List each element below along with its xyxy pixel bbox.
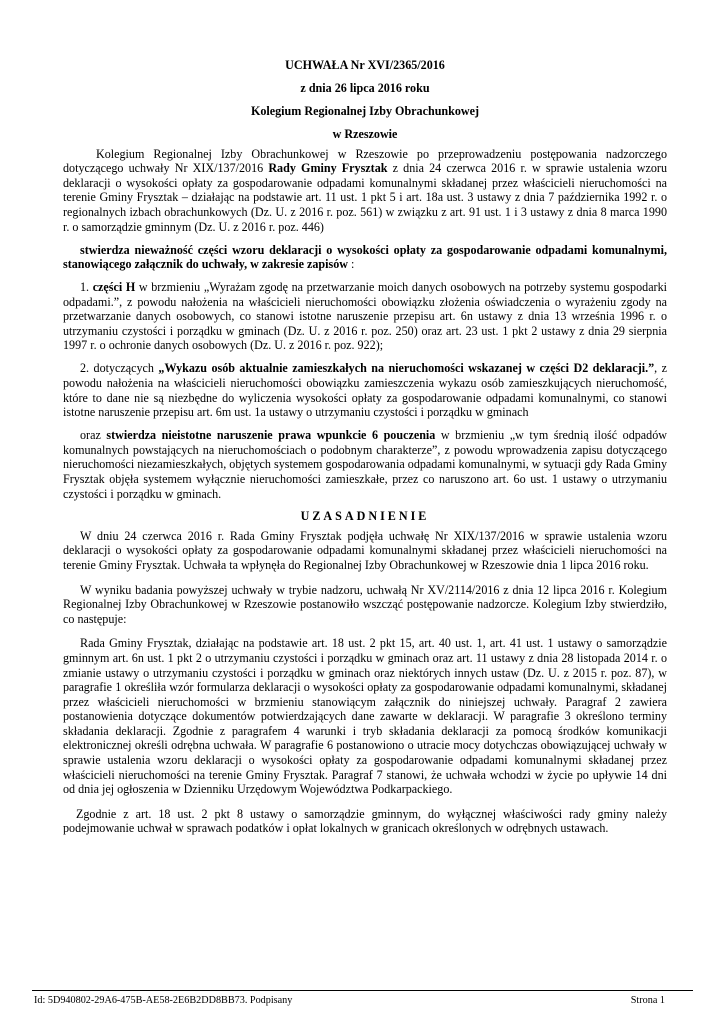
- justification-paragraph-4: Zgodnie z art. 18 ust. 2 pkt 8 ustawy o samorządzie gminnym, do wyłącznej właściwości rady gminy należy podejmowanie uchwał w sprawach podatków i opłat lokalnych w granicach określonych w odrębnych ustawach.: [63, 806, 667, 836]
- document-id: Id: 5D940802-29A6-475B-AE58-2E6B2DD8BB73. Podpisany: [34, 995, 293, 1006]
- resolution-date: z dnia 26 lipca 2016 roku: [300, 80, 430, 95]
- justification-heading: UZASADNIENIE: [300, 509, 430, 524]
- justification-paragraph-3: Rada Gminy Frysztak, działając na podstawie art. 18 ust. 2 pkt 15, art. 40 ust. 1, art. 41 ust. 1 ustawy o samorządzie gminnym art. 6n ust. 1 pkt 2 o utrzymaniu czystości i porządku w gminach oraz art. 11 ustawy z dnia 28 listopada 2014 r. o zmianie ustawy o utrzymaniu czystości i porządku w gminach oraz niektórych innych ustaw (Dz. U. z 2015 r. poz. 87), w paragrafie 1 określiła wzór formularza deklaracji o wysokości opłaty za gospodarowanie odpadami komunalnymi, składanej przez właścicieli nieruchomości w brzmieniu stanowiącym załącznik do niniejszej uchwały. Paragraf 2 zawiera postanowienia dotyczące dokumentów potwierdzających dane zawarte w deklaracji. W paragrafie 3 określono terminy składania deklaracji. Zgodnie z paragrafem 4 warunki i tryb składania deklaracji za pomocą środków komunikacji elektronicznej określi odrębna uchwała. W paragrafie 6 postanowiono o utracie mocy dotychczas obowiązującej uchwały w sprawie ustalenia wzoru deklaracji o wysokości opłaty za gospodarowanie odpadami komunalnymi składanej przez właścicieli nieruchomości na terenie Gminy Frysztak. Paragraf 7 stanowi, że uchwała wchodzi w życie po upływie 14 dni od dnia jej ogłoszenia w Dzienniku Urzędowym Województwa Podkarpackiego.: [63, 636, 667, 797]
- resolution-number: UCHWAŁA Nr XVI/2365/2016: [285, 58, 445, 72]
- document-body: [63, 58, 667, 836]
- issuing-body: Kolegium Regionalnej Izby Obrachunkowej: [250, 103, 480, 118]
- issuing-location: w Rzeszowie: [332, 126, 398, 141]
- justification-paragraph-1: W dniu 24 czerwca 2016 r. Rada Gminy Frysztak podjęła uchwałę Nr XIX/137/2016 w sprawie ustalenia wzoru deklaracji o wysokości opłaty za gospodarowanie odpadami komunalnymi składanej przez właścicieli nieruchomości na terenie Gminy Frysztak. Uchwała ta wpłynęła do Regionalnej Izby Obrachunkowej w Rzeszowie dnia 1 lipca 2016 roku.: [63, 528, 667, 572]
- intro-paragraph: Kolegium Regionalnej Izby Obrachunkowej w Rzeszowie po przeprowadzeniu postępowania nadzorczego dotyczącego uchwały Nr XIX/137/2016 Rady Gminy Frysztak z dnia 24 czerwca 2016 r. w sprawie ustalenia wzoru deklaracji o wysokości opłaty za gospodarowanie odpadami komunalnymi składanej przez właścicieli nieruchomości na terenie Gminy Frysztak – działając na podstawie art. 11 ust. 1 pkt 5 i art. 18a ust. 3 ustawy z dnia 7 października 1992 r. o regionalnych izbach obrachunkowych (Dz. U. z 2016 r. poz. 561) w związku z art. 91 ust. 1 i 3 ustawy z dnia 8 marca 1990 r. o samorządzie gminnym (Dz. U. z 2016 r. poz. 446): [63, 146, 668, 234]
- oraz-paragraph: oraz stwierdza nieistotne naruszenie prawa wpunkcie 6 pouczenia w brzmieniu „w tym średnią ilość odpadów komunalnych powstających na nieruchomościach o podobnym charakterze”, z powodu wprowadzenia zapisu dotyczącego nieruchomości niezamieszkałych, objętych systemem gospodarowania odpadami komunalnymi, w sytuacji gdy Rada Gminy Frysztak objęła systemem wyłącznie nieruchomości zamieszkałe, przez co naruszono art. 6o ust. 1 ustawy o utrzymaniu czystości i porządku w gminach.: [63, 428, 667, 501]
- justification-paragraph-2: W wyniku badania powyższej uchwały w trybie nadzoru, uchwałą Nr XV/2114/2016 z dnia 12 lipca 2016 r. Kolegium Regionalnej Izby Obrachunkowej w Rzeszowie postanowiło wszcząć postępowanie nadzorcze. Kolegium Izby stwierdziło, co następuje:: [63, 582, 667, 626]
- item-2: 2. dotyczących „Wykazu osób aktualnie zamieszkałych na nieruchomości wskazanej w części D2 deklaracji.”, z powodu nałożenia na właścicieli nieruchomości obowiązku zamieszczenia wykazu osób zamieszkujących nieruchomość, które to dane nie są niezbędne do wyliczenia wysokości opłaty za gospodarowanie odpadami komunalnymi, co stanowi istotne naruszenie przepisu art. 6m ust. 1a ustawy o utrzymaniu czystości i porządku w gminach: [63, 361, 667, 420]
- page-number: Strona 1: [630, 995, 665, 1006]
- item-1: 1. części H w brzmieniu „Wyrażam zgodę na przetwarzanie moich danych osobowych na potrzeby systemu gospodarki odpadami.”, z powodu nałożenia na właścicieli nieruchomości obowiązku złożenia oświadczenia o wyrażeniu zgody na przetwarzanie danych osobowych, co stanowi istotne naruszenie przepisu art. 6n ustawy z dnia 13 września 1996 r. o utrzymaniu czystości i porządku w gminach (Dz. U. z 2016 r. poz. 250) oraz art. 23 ust. 1 pkt 2 ustawy z dnia 29 sierpnia 1997 r. o ochronie danych osobowych (Dz. U. z 2016 r. poz. 922);: [63, 280, 667, 353]
- page-footer: [34, 995, 665, 1007]
- statement-paragraph: stwierdza nieważność części wzoru deklaracji o wysokości opłaty za gospodarowanie odpadami komunalnymi, stanowiącego załącznik do uchwały, w zakresie zapisów :: [63, 242, 667, 272]
- footer-divider: [32, 990, 693, 991]
